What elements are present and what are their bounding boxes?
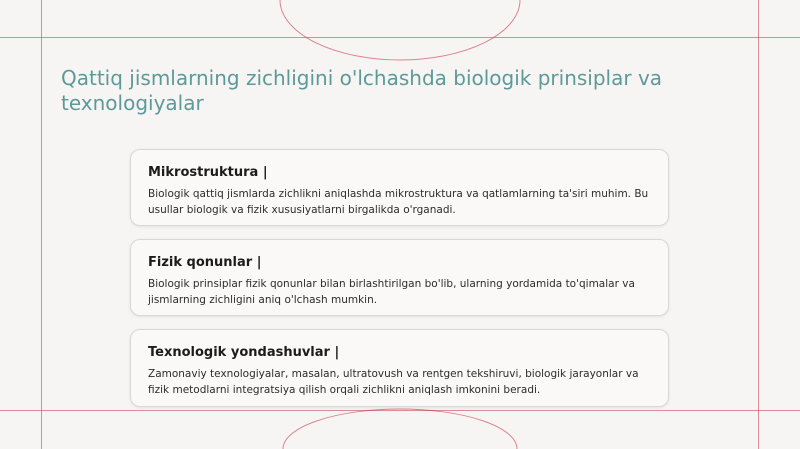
top-arc	[280, 0, 520, 60]
card-mikrostruktura	[130, 149, 669, 226]
card-texnologik-yondashuvlar	[130, 329, 669, 407]
card-fizik-qonunlar	[130, 239, 669, 316]
card-heading: Mikrostruktura |	[148, 165, 268, 180]
card-text: Biologik qattiq jismlarda zichlikni aniqlashda mikrostruktura va qatlamlarning ta'siri muhim. Bu usullar biologik va fizik xususiyatlarni birgalikda o'rganadi.	[148, 188, 649, 216]
card-text: Zamonaviy texnologiyalar, masalan, ultratovush va rentgen tekshiruvi, biologik jarayonlar va fizik metodlarni integratsiya qilish orqali zichlikni aniqlash imkonini beradi.	[148, 368, 639, 396]
slide-title: Qattiq jismlarning zichligini o'lchashda biologik prinsiplar va texnologiyalar	[61, 66, 663, 115]
bottom-arc	[283, 409, 517, 449]
card-heading: Texnologik yondashuvlar |	[148, 345, 340, 360]
card-text: Biologik prinsiplar fizik qonunlar bilan birlashtirilgan bo'lib, ularning yordamida to'qimalar va jismlarning zichligini aniq o'lchash mumkin.	[148, 278, 635, 306]
card-heading: Fizik qonunlar |	[148, 255, 262, 270]
